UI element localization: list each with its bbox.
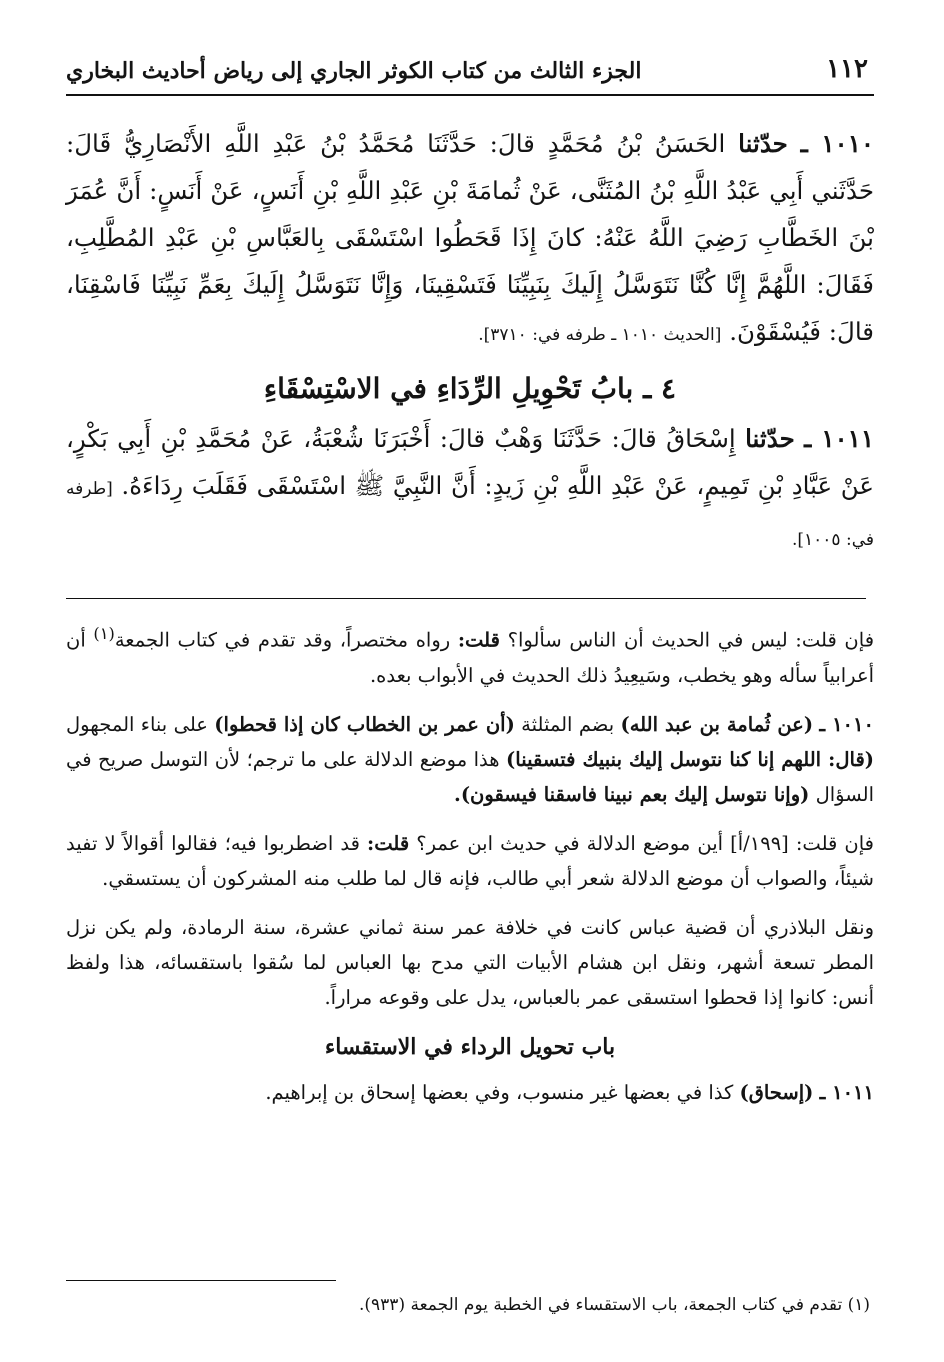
header-divider: [66, 94, 874, 96]
commentary-text: فإن قلت: [١٩٩/أ] أين موضع الدلالة في حديث ابن عمر؟: [416, 831, 875, 855]
commentary-chapter-title: باب تحويل الرداء في الاستقساء: [324, 1033, 616, 1060]
answer-marker: قلت:: [457, 628, 500, 652]
answer-marker: قلت:: [367, 831, 410, 855]
commentary-text: أن أعرابياً سأله وهو يخطب، وسَيعِيدُ ذلك الحديث في الأبواب بعده.: [66, 628, 874, 687]
quoted-text: (أن عمر بن الخطاب كان إذا قحطوا): [214, 712, 515, 736]
hadith-section: [66, 120, 874, 564]
commentary-paragraph: [66, 1075, 874, 1110]
commentary-text: هذا موضع الدلالة على ما ترجم؛ لأن التوسل صريح في السؤال: [66, 747, 874, 806]
hadith-1011: [66, 415, 874, 564]
hadith-lead: حدّثنا: [738, 129, 788, 158]
hadith-text: الحَسَنُ بْنُ مُحَمَّدٍ قالَ: حَدَّثَنَا مُحَمَّدُ بْنُ عَبْدِ اللَّهِ الأَنْصَارِيُّ قَالَ: حَدَّثَني أَبِي عَبْدُ اللَّهِ بْنُ المُثَنَّى، عَنْ ثُمامَةَ بْنِ عَبْدِ اللَّهِ بْنِ أَنَسٍ، عَنْ أَنَسٍ: أَنَّ عُمَرَ بْنَ الخَطَّابِ رَضِيَ اللَّهُ عَنْهُ: كانَ إِذَا قَحَطُوا اسْتَسْقَى بِالعَبَّاسِ بْنِ عَبْدِ المُطَّلِبِ، فَقَالَ: اللَّهُمَّ إِنَّا كُنَّا نَتَوَسَّلُ إِلَيكَ بِنَبِيِّنَا فَتَسْقِينَا، وَإِنَّا نَتَوَسَّلُ إِلَيكَ بِعَمِّ نَبِيِّنَا فَاسْقِنَا، قالَ: فَيُسْقَوْنَ.: [66, 129, 874, 346]
commentary-divider: [66, 598, 866, 599]
quoted-text: (عن ثُمامة بن عبد الله): [620, 712, 814, 736]
hadith-text: إِسْحَاقُ قالَ: حَدَّثَنَا وَهْبٌ قالَ: أَخْبَرَنَا شُعْبَةُ، عَنْ مُحَمَّدِ بْنِ أَبِي بَكْرٍ، عَنْ عَبَّادِ بْنِ تَمِيمٍ، عَنْ عَبْدِ اللَّهِ بْنِ زَيدٍ: أَنَّ النَّبِيَّ ﷺ اسْتَسْقَى فَقَلَبَ رِدَاءَهُ.: [66, 424, 874, 500]
commentary-text: كذا في بعضها غير منسوب، وفي بعضها إسحاق بن إبراهيم.: [265, 1080, 734, 1104]
page-header: [66, 50, 874, 98]
commentary-text: قد اضطربوا فيه؛ فقالوا أقوالاً لا تفيد شيئاً، والصواب أن موضع الدلالة شعر أبي طالب، فإنه قال لما طلب منه المشركون أن يستسقي.: [66, 831, 874, 890]
commentary-text: فإن قلت: ليس في الحديث أن الناس سألوا؟: [507, 628, 875, 652]
commentary-paragraph: [66, 826, 874, 896]
commentary-text: رواه مختصراً، وقد تقدم في كتاب الجمعة: [114, 628, 451, 652]
commentary-paragraph: [66, 616, 874, 693]
commentary-text: ونقل البلاذري أن قضية عباس كانت في خلافة عمر سنة ثماني عشرة، سنة الرمادة، ولم يكن نزل المطر تسعة أشهر، ونقل ابن هشام الأبيات التي مدح بها العباس لما سُقوا باستقسائه، هذا ولفظ أنس: كانوا إذا قحطوا استسقى عمر بالعباس، يدل على وقوعه مراراً.: [66, 915, 874, 1009]
commentary-text: على بناء المجهول: [66, 712, 208, 736]
commentary-paragraph: [66, 707, 874, 812]
book-page: [66, 50, 874, 1350]
footnote: (١) تقدم في كتاب الجمعة، باب الاستقساء في الخطبة يوم الجمعة (٩٣٣).: [359, 1295, 870, 1315]
quoted-text: (إسحاق): [739, 1080, 814, 1104]
hadith-lead: حدّثنا: [745, 424, 795, 453]
commentary-number: ١٠١١ ـ: [819, 1080, 874, 1104]
hadith-number: ١٠١٠ ـ: [800, 129, 875, 158]
footnote-marker: (١): [93, 624, 115, 643]
commentary-section: [66, 616, 874, 1124]
footnote-divider: [66, 1280, 336, 1281]
running-title: الجزء الثالث من كتاب الكوثر الجاري إلى رياض أحاديث البخاري: [66, 58, 642, 84]
hadith-number: ١٠١١ ـ: [804, 424, 874, 453]
hadith-reference: [طرفه في: ١٠٠٥].: [66, 479, 874, 550]
quoted-text: (قال: اللهم إنا كنا نتوسل إليك بنبيك فتسقينا): [506, 747, 874, 771]
commentary-paragraph: [66, 910, 874, 1015]
hadith-1010: [66, 120, 874, 359]
page-number: ١١٢: [826, 54, 868, 84]
commentary-number: ١٠١٠ ـ: [819, 712, 874, 736]
commentary-text: بضم المثلثة: [521, 712, 615, 736]
quoted-text: (وإنا نتوسل إليك بعم نبينا فاسقنا فيسقون).: [454, 782, 810, 806]
chapter-title: ٤ ـ بابُ تَحْوِيلِ الرِّدَاءِ في الاسْتِسْقَاءِ: [263, 372, 677, 405]
hadith-reference: [الحديث ١٠١٠ ـ طرفه في: ٣٧١٠].: [478, 325, 722, 345]
